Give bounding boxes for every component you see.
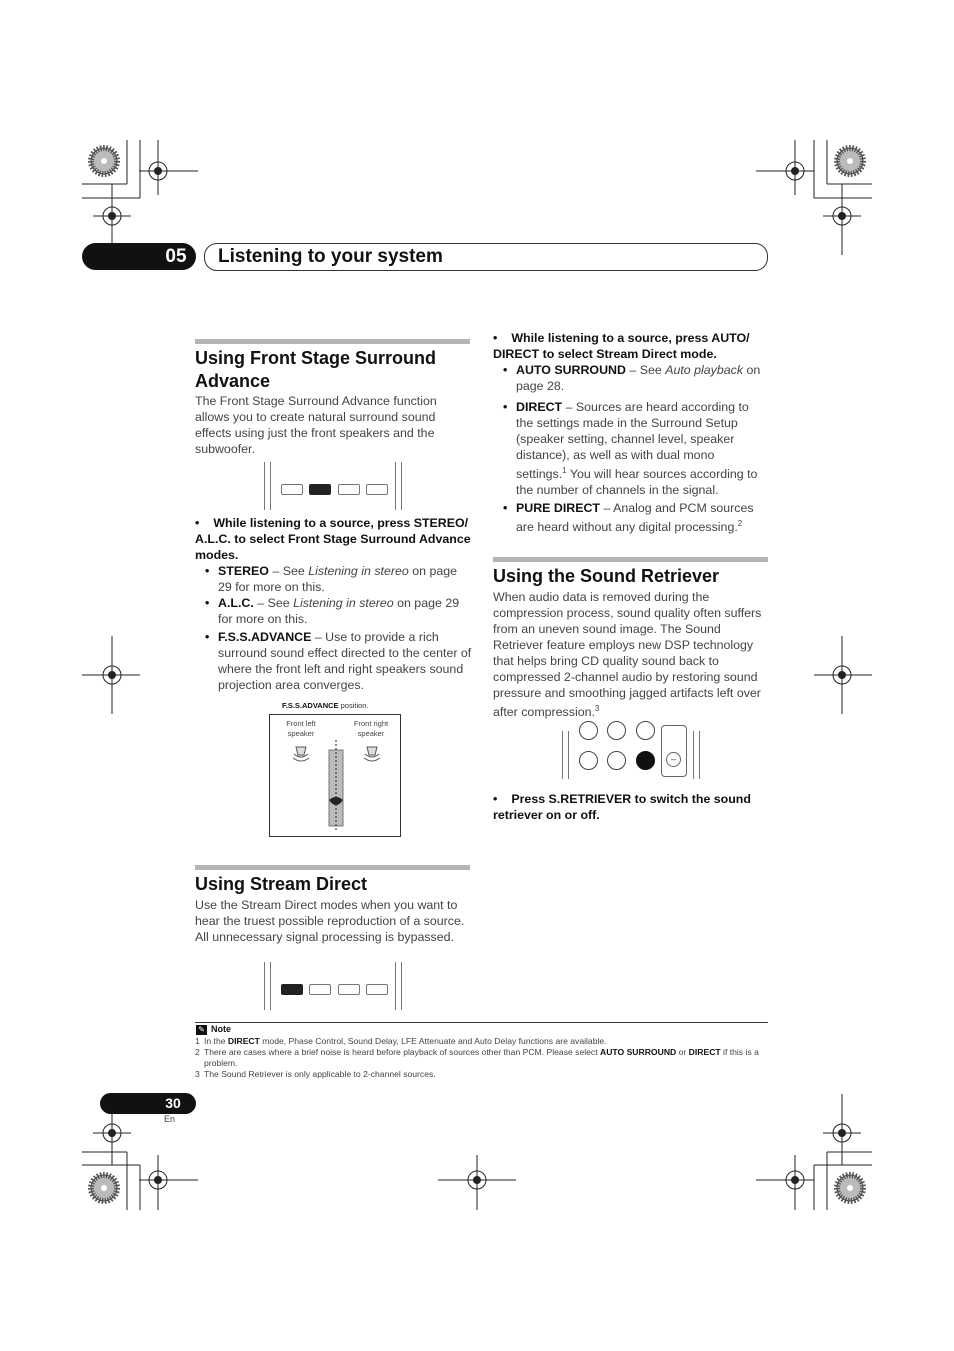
section-heading-fss <box>195 347 470 393</box>
mode-indicator-active <box>309 484 331 495</box>
bullet-text: on page 28. <box>516 363 761 393</box>
cross-reference: Auto playback <box>665 363 744 377</box>
bullet-text: – See <box>625 363 666 377</box>
mode-indicator <box>366 984 388 995</box>
bullet-text: – See <box>268 564 309 578</box>
section-rule <box>195 339 470 344</box>
bullet-label: AUTO SURROUND <box>516 363 626 377</box>
footnote-bold: DIRECT <box>227 1036 260 1046</box>
heading-line: Advance <box>195 371 271 391</box>
front-panel-display-stream <box>264 962 404 1010</box>
footnote-text: In the <box>204 1036 228 1046</box>
paragraph-text: When audio data is removed during the compression process, sound quality often suffers from an uneven sound image. The Sound Retriever feature employs new DSP technology that helps bring CD quality sound back to compressed 2-channel audio by restoring sound pressure and smoothing jagged artifacts left over after compression. <box>493 590 762 720</box>
footnote-text: The Sound Retriever is only applicable to 2-channel sources. <box>204 1069 436 1079</box>
bullet-text: – See <box>253 596 294 610</box>
chapter-title: Listening to your system <box>218 246 443 267</box>
bullet-alc: • A.L.C. – See Listening in stereo on page 29 for more on this. <box>205 596 460 626</box>
bullet-text: on page 29 for more on this. <box>218 596 460 626</box>
footnote-1 <box>195 1036 768 1047</box>
caption-text: position. <box>338 701 369 710</box>
section-heading-stream: Using Stream Direct <box>195 874 368 894</box>
bullet-direct: • DIRECT – Sources are heard according to the settings made in the Surround Setup (speaker setting, channel level, speaker distance), as well as with dual mono settings.$^1$ You will hear sources according to the number of channels in the signal. <box>503 400 758 498</box>
bullet-text: You will hear sources according to the number of channels in the signal. <box>516 467 758 498</box>
volume-minus-icon: – <box>666 752 681 767</box>
footnote-ref: 3 <box>594 704 600 713</box>
s-retriever-button <box>636 751 655 770</box>
label-line: speaker <box>357 729 385 738</box>
bullet-label: DIRECT <box>516 400 563 414</box>
footnote-ref: 2 <box>737 519 743 528</box>
bullet-pure-direct: • PURE DIRECT – Analog and PCM sources are heard without any digital processing.$^2$ <box>503 501 754 535</box>
mode-indicator <box>281 484 303 495</box>
footnote-2 <box>195 1047 768 1069</box>
footnote-text: if this is a problem. <box>204 1047 759 1068</box>
stream-step-instruction: • While listening to a source, press AUTO/ DIRECT to select Stream Direct mode. <box>493 331 750 361</box>
footnote-bold: DIRECT <box>688 1047 721 1057</box>
footnote-number: 1 <box>195 1036 200 1046</box>
footnote-3 <box>195 1069 768 1080</box>
footnote-text: There are cases where a brief noise is heard before playback of sources other than PCM. Please select <box>204 1047 600 1057</box>
bullet-label: A.L.C. <box>218 596 254 610</box>
page-number: 30 <box>165 1095 181 1111</box>
note-title: Note <box>211 1024 231 1034</box>
panel-button <box>579 751 598 770</box>
volume-control-icon <box>661 725 687 777</box>
label-line: speaker <box>287 729 315 738</box>
footnote-number: 2 <box>195 1047 200 1057</box>
mode-indicator <box>366 484 388 495</box>
figure-caption <box>282 701 369 710</box>
fss-speaker-diagram <box>269 714 399 835</box>
mode-indicator <box>338 984 360 995</box>
front-panel-display-fss <box>264 462 404 510</box>
retriever-description <box>493 589 768 720</box>
mode-indicator <box>309 984 331 995</box>
step-text: While listening to a source, press STEREO/ A.L.C. to select Front Stage Surround Advance modes. <box>195 516 471 562</box>
stream-description: Use the Stream Direct modes when you want to hear the truest possible reproduction of a source. All unnecessary signal processing is bypassed. <box>195 898 465 944</box>
bullet-auto-surround: • AUTO SURROUND – See Auto playback on page 28. <box>503 363 761 393</box>
section-rule <box>195 865 470 870</box>
bullet-fss-advance: • F.S.S.ADVANCE – Use to provide a rich surround sound effect directed to the center of where the front left and right speakers sound projection area converges. <box>205 630 472 692</box>
retriever-step-instruction: • Press S.RETRIEVER to switch the sound retriever on or off. <box>493 792 751 822</box>
cross-reference: Listening in stereo <box>293 596 394 610</box>
chapter-number: 05 <box>165 246 187 267</box>
fss-step-instruction: • While listening to a source, press STEREO/ A.L.C. to select Front Stage Surround Advance modes. <box>195 516 471 562</box>
panel-button <box>579 721 598 740</box>
footnote-bold: AUTO SURROUND <box>600 1047 677 1057</box>
panel-button <box>607 751 626 770</box>
bullet-text: on page 29 for more on this. <box>218 564 458 594</box>
step-text: Press S.RETRIEVER to switch the sound retriever on or off. <box>493 792 751 822</box>
footnote-number: 3 <box>195 1069 200 1079</box>
front-panel-buttons-retriever <box>562 731 702 779</box>
mode-indicator-active <box>281 984 303 995</box>
cross-reference: Listening in stereo <box>308 564 409 578</box>
section-rule <box>493 557 768 562</box>
note-pencil-icon: ✎ <box>196 1025 207 1035</box>
step-text: While listening to a source, press AUTO/ DIRECT to select Stream Direct mode. <box>493 331 750 361</box>
footnote-text: mode, Phase Control, Sound Delay, LFE Attenuate and Auto Delay functions are available. <box>259 1036 607 1046</box>
panel-button <box>636 721 655 740</box>
label-line: Front right <box>353 719 389 728</box>
heading-line: Using Front Stage Surround <box>195 348 436 368</box>
footnote-text: or <box>676 1047 689 1057</box>
bullet-label: STEREO <box>218 564 269 578</box>
panel-button <box>607 721 626 740</box>
bullet-stereo: • STEREO – See Listening in stereo on page 29 for more on this. <box>205 564 458 594</box>
speaker-icon <box>293 747 309 761</box>
language-code: En <box>164 1114 176 1124</box>
bullet-text: – Use to provide a rich surround sound effect directed to the center of where the front left and right speakers sound projection area converges. <box>218 630 472 692</box>
label-line: Front left <box>286 719 316 728</box>
footnote-ref: 1 <box>562 466 567 475</box>
bullet-label: F.S.S.ADVANCE <box>218 630 312 644</box>
bullet-text: – Analog and PCM sources are heard without any digital processing. <box>516 501 754 535</box>
section-heading-retriever: Using the Sound Retriever <box>493 566 720 586</box>
fss-description: The Front Stage Surround Advance function allows you to create natural surround sound effects using just the front speakers and the subwoofer. <box>195 394 437 456</box>
caption-bold: F.S.S.ADVANCE <box>282 701 339 710</box>
bullet-label: PURE DIRECT <box>516 501 600 515</box>
note-divider <box>195 1022 768 1023</box>
mode-indicator <box>338 484 360 495</box>
speaker-icon <box>364 747 380 761</box>
bullet-text: – Sources are heard according to the settings made in the Surround Setup (speaker setting, channel level, speaker distance), as well as with dual mono settings. <box>516 400 749 482</box>
